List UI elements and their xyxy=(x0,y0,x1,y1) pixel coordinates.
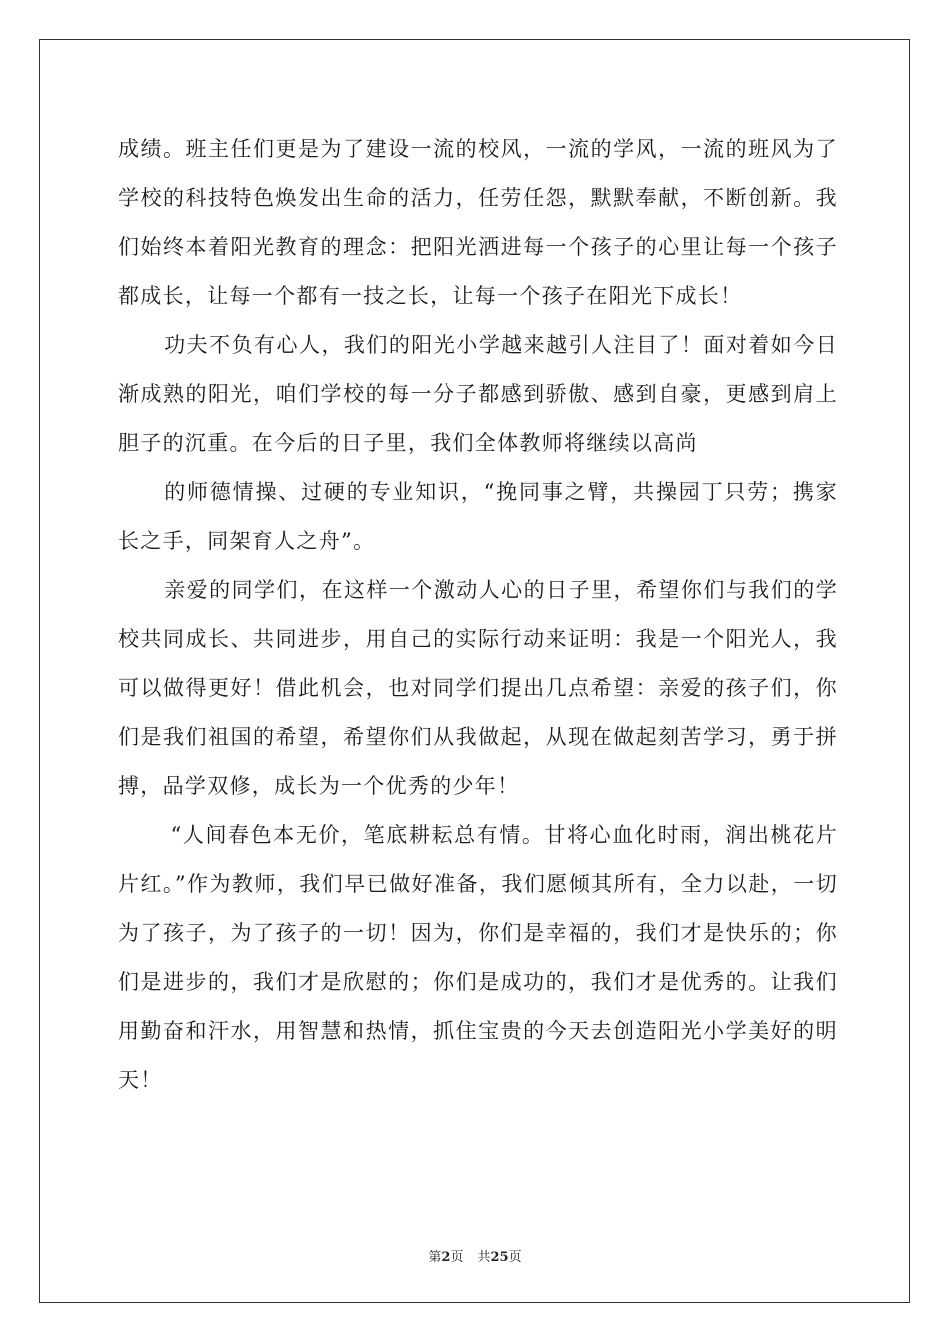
paragraph-4: 亲爱的同学们，在这样一个激动人心的日子里，希望你们与我们的学校共同成长、共同进步，用自己的实际行动来证明：我是一个阳光人，我可以做得更好！借此机会，也对同学们提出几点希望：亲爱的孩子们，你们是我们祖国的希望，希望你们从我做起，从现在做起刻苦学习，勇于拼搏，品学双修，成长为一个优秀的少年！ xyxy=(118,578,838,798)
paragraph-5: “人间春色本无价，笔底耕耘总有情。甘将心血化时雨，润出桃花片片红。”作为教师，我们早已做好准备，我们愿倾其所有，全力以赴，一切为了孩子，为了孩子的一切！因为，你们是幸福的，我们才是快乐的；你们是进步的，我们才是欣慰的；你们是成功的，我们才是优秀的。让我们用勤奋和汗水，用智慧和热情，抓住宝贵的今天去创造阳光小学美好的明天！ xyxy=(118,823,838,1092)
total-pages: 25 xyxy=(490,1250,509,1265)
page-prefix: 第 xyxy=(428,1250,442,1265)
document-body xyxy=(118,125,838,1105)
total-suffix: 页 xyxy=(508,1250,522,1265)
page-footer xyxy=(0,1246,950,1265)
paragraph-1: 成绩。班主任们更是为了建设一流的校风，一流的学风，一流的班风为了学校的科技特色焕发出生命的活力，任劳任怨，默默奉献，不断创新。我们始终本着阳光教育的理念：把阳光洒进每一个孩子的心里让每一个孩子都成长，让每一个都有一技之长，让每一个孩子在阳光下成长！ xyxy=(118,137,838,308)
page-number: 2 xyxy=(441,1250,451,1265)
paragraph-3: 的师德情操、过硬的专业知识，“挽同事之臂，共操园丁只劳；携家长之手，同架育人之舟”。 xyxy=(118,480,838,553)
total-prefix: 共 xyxy=(477,1250,491,1265)
paragraph-2: 功夫不负有心人，我们的阳光小学越来越引人注目了！面对着如今日渐成熟的阳光，咱们学校的每一分子都感到骄傲、感到自豪，更感到肩上胆子的沉重。在今后的日子里，我们全体教师将继续以高尚 xyxy=(118,333,838,455)
page-suffix: 页 xyxy=(450,1250,464,1265)
